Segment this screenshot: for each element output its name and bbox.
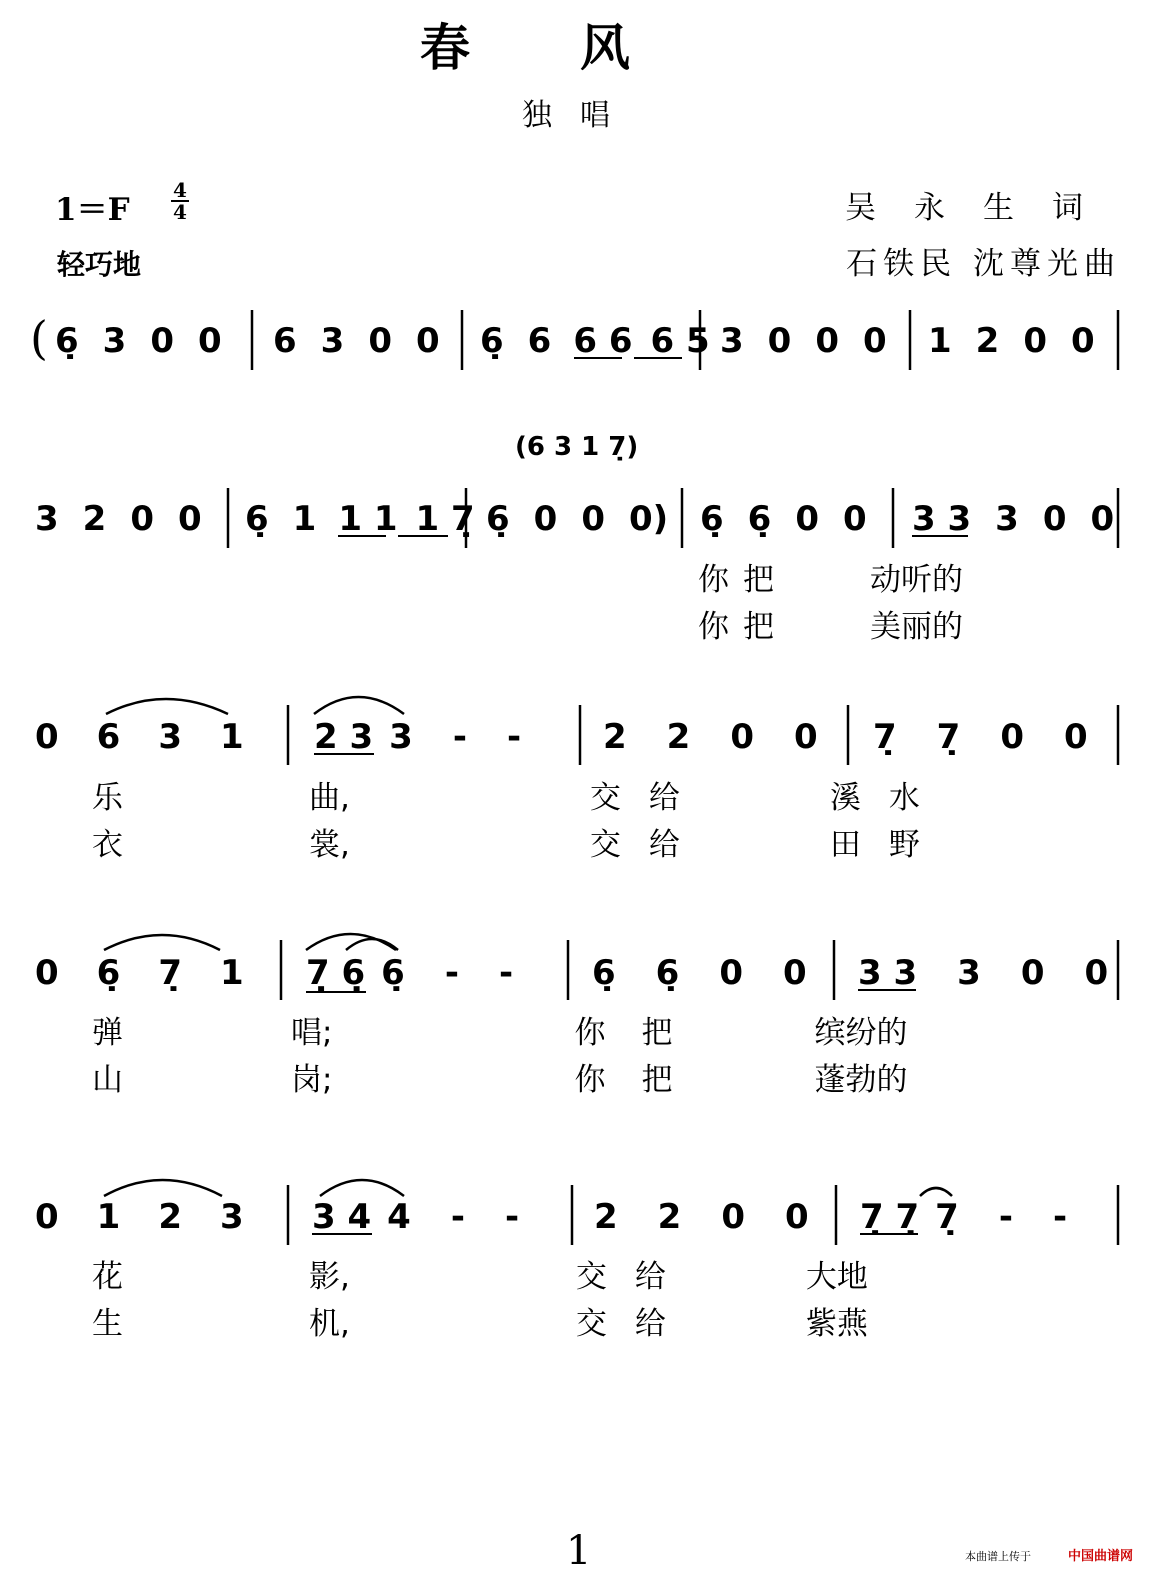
lyric-v1: 花 影, 交 给 大地 <box>92 1259 868 1295</box>
song-subtitle: 独唱 <box>522 98 638 133</box>
lyric-v2: 衣 裳, 交 给 田 野 <box>92 827 920 863</box>
system-3 <box>35 697 1118 863</box>
measure-1: 6̣ 3 0 0 <box>55 321 222 361</box>
slur <box>104 1180 222 1196</box>
measure-19: 0 1 2 3 <box>35 1197 244 1237</box>
measure-6: 3 2 0 0 <box>35 499 202 539</box>
time-signature-top: 4 <box>173 178 187 202</box>
measure-22: 7̣ 7̣ 7̣ - - <box>860 1197 1068 1237</box>
song-title: 春风 <box>420 18 740 77</box>
lyricist-credit: 吴永生词 <box>845 190 1121 226</box>
measure-16: 7̣ 6̣ 6̣ - - <box>306 953 514 993</box>
measure-9: 6̣ 6̣ 0 0 <box>700 499 867 539</box>
open-paren: ( <box>30 311 48 365</box>
slur <box>314 697 404 714</box>
slur <box>106 699 228 714</box>
tempo-marking: 轻巧地 <box>57 248 142 281</box>
measure-14: 7̣ 7̣ 0 0 <box>873 717 1088 757</box>
measure-21: 2 2 0 0 <box>594 1197 809 1237</box>
composer-credit: 石铁民 沈尊光曲 <box>846 246 1121 282</box>
system-2 <box>35 432 1118 645</box>
system-1 <box>30 310 1118 370</box>
slur <box>346 939 398 950</box>
lyric-v1: 弹 唱; 你 把 缤纷的 <box>92 1015 908 1051</box>
measure-11: 0 6 3 1 <box>35 717 244 757</box>
measure-18: 3 3 3 0 0 <box>858 953 1109 993</box>
measure-8: 6̣ 0 0 0) <box>486 499 669 539</box>
measure-5: 1 2 0 0 <box>928 321 1095 361</box>
system-4 <box>35 934 1118 1098</box>
slur <box>104 935 220 950</box>
page-number: 1 <box>566 1528 592 1574</box>
measure-4: 3 0 0 0 <box>720 321 887 361</box>
measure-3: 6̣ 6 6 6 6 5 <box>480 321 710 361</box>
lyric-v2: 山 岗; 你 把 蓬勃的 <box>92 1062 908 1098</box>
measure-7: 6̣ 1 1 1 1 7̣ <box>245 499 475 539</box>
site-logo[interactable]: 中国曲谱网 <box>1068 1549 1134 1564</box>
lyric-v1: 你 把 动听的 <box>698 562 963 598</box>
measure-10: 3 3 3 0 0 <box>912 499 1115 539</box>
system-5 <box>35 1180 1118 1342</box>
time-signature-bottom: 4 <box>173 200 187 224</box>
key-signature: 1＝F <box>55 192 130 228</box>
measure-15: 0 6̣ 7̣ 1 <box>35 953 244 993</box>
slur <box>920 1188 952 1196</box>
measure-17: 6̣ 6̣ 0 0 <box>592 953 807 993</box>
lyric-v2: 生 机, 交 给 紫燕 <box>92 1306 868 1342</box>
alt-ending: (6 3 1 7̣) <box>515 432 639 462</box>
measure-2: 6 3 0 0 <box>273 321 440 361</box>
slur <box>320 1180 404 1196</box>
lyric-v1: 乐 曲, 交 给 溪 水 <box>92 780 920 816</box>
measure-12: 2 3 3 - - <box>314 717 522 757</box>
measure-20: 3 4 4 - - <box>312 1197 520 1237</box>
footer-note: 本曲谱上传于 <box>965 1550 1031 1563</box>
measure-13: 2 2 0 0 <box>603 717 818 757</box>
lyric-v2: 你 把 美丽的 <box>698 609 963 645</box>
